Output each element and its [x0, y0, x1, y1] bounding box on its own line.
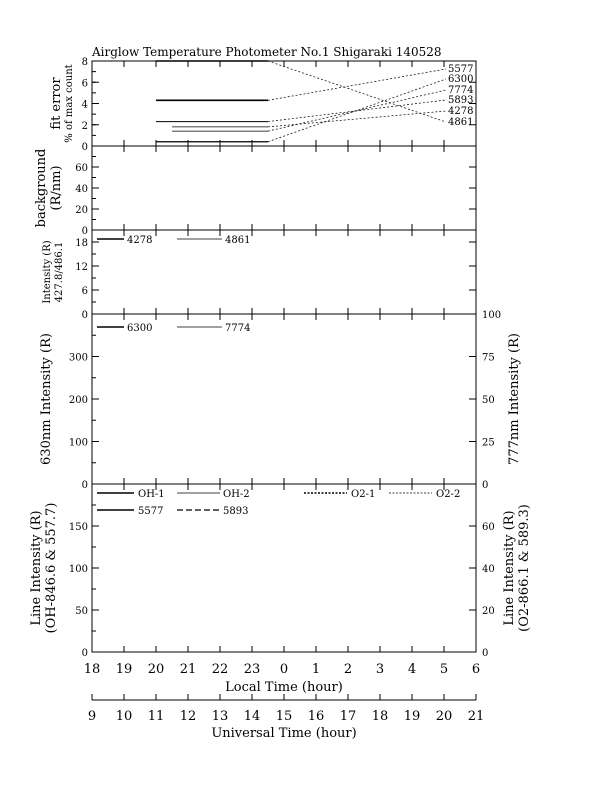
panel-line-intensity-legend-1: OH-2 — [223, 489, 250, 500]
local-time-tick-label: 6 — [471, 662, 481, 677]
panel-line-intensity-y-right-tick-label: 0 — [482, 648, 489, 659]
panel-line-intensity-y-label-right-2: (O2-866.1 & 589.3) — [517, 504, 532, 632]
panel-630-777-y-right-tick-label: 25 — [482, 437, 495, 449]
fit-error-label-5577: 5577 — [448, 64, 474, 75]
panel-fit-error-y-tick-label: 8 — [81, 57, 88, 68]
panel-630-777-y-tick-label: 300 — [68, 352, 88, 364]
panel-630-777-y-right-tick-label: 0 — [482, 480, 489, 491]
local-time-tick-label: 2 — [343, 662, 353, 677]
panel-line-intensity-legend-2: O2-1 — [351, 489, 376, 500]
panel-630-777-y-label-right: 777nm Intensity (R) — [507, 333, 522, 465]
panel-line-intensity-y-right-tick-label: 60 — [482, 522, 495, 533]
panel-630-777-y-tick-label: 200 — [68, 395, 88, 406]
panel-line-intensity-y-label: Line Intensity (R) — [29, 510, 44, 626]
panel-intensity-427-486-legend-0: 4278 — [127, 235, 153, 246]
panel-intensity-427-486-y-tick-label: 12 — [75, 262, 88, 273]
panel-fit-error-y-tick-label: 0 — [81, 142, 88, 153]
panel-background-y-tick-label: 20 — [75, 205, 88, 216]
local-time-tick-label: 20 — [147, 662, 165, 677]
panel-line-intensity-legend-5: 5893 — [223, 506, 249, 517]
panel-line-intensity-legend-3: O2-2 — [436, 489, 461, 500]
ut-tick-label: 18 — [371, 709, 389, 724]
panel-line-intensity-y-tick-label: 50 — [75, 606, 88, 617]
ut-tick-label: 9 — [87, 709, 97, 724]
fit-error-leader-4278 — [268, 111, 446, 127]
chart-title: Airglow Temperature Photometer No.1 Shigaraki 140528 — [92, 45, 442, 59]
local-time-tick-label: 22 — [211, 662, 229, 677]
ut-tick-label: 11 — [147, 709, 165, 724]
ut-tick-label: 20 — [435, 709, 453, 724]
fit-error-leader-6300 — [268, 79, 446, 142]
panel-fit-error-y-tick-label: 2 — [81, 120, 88, 132]
panel-background-y-tick-label: 0 — [81, 226, 88, 237]
panel-intensity-427-486-y-label: Intensity (R) — [42, 240, 53, 304]
local-time-tick-label: 21 — [179, 662, 197, 677]
ut-tick-label: 17 — [339, 709, 357, 724]
panel-fit-error-y-tick-label: 4 — [81, 99, 88, 111]
local-time-axis-label: Local Time (hour) — [225, 680, 343, 695]
fit-error-leader-5577 — [268, 69, 446, 100]
fit-error-label-5893: 5893 — [448, 95, 474, 106]
panel-630-777-y-tick-label: 100 — [68, 437, 88, 449]
local-time-tick-label: 1 — [311, 662, 321, 677]
panel-background-frame — [92, 146, 476, 230]
panel-intensity-427-486-y-tick-label: 0 — [81, 310, 88, 321]
local-time-tick-label: 19 — [115, 662, 133, 677]
panel-line-intensity-y-label-2: (OH-846.6 & 557.7) — [44, 502, 59, 634]
fit-error-leader-5893 — [268, 100, 446, 122]
local-time-tick-label: 3 — [375, 662, 385, 677]
local-time-tick-label: 5 — [439, 662, 449, 677]
ut-tick-label: 19 — [403, 709, 421, 724]
panel-background-y-label: background — [34, 148, 49, 228]
panel-line-intensity-y-label-right: Line Intensity (R) — [502, 510, 517, 626]
panel-630-777-legend-1: 7774 — [225, 323, 251, 334]
panel-630-777-y-label: 630nm Intensity (R) — [39, 333, 54, 465]
panel-line-intensity-y-right-tick-label: 20 — [482, 606, 495, 617]
panel-background-y-tick-label: 60 — [75, 163, 88, 174]
fit-error-label-7774: 7774 — [448, 85, 474, 96]
panel-intensity-427-486-y-label-2: 427.8/486.1 — [54, 241, 65, 303]
ut-tick-label: 13 — [211, 709, 229, 724]
panel-background-y-tick-label: 40 — [75, 184, 88, 195]
panel-fit-error-y-label: fit error — [49, 77, 64, 130]
panel-630-777-y-right-tick-label: 50 — [482, 395, 495, 406]
panel-intensity-427-486-legend-1: 4861 — [225, 235, 251, 246]
panel-fit-error-y-label-2: % of max count — [64, 64, 75, 143]
panels — [29, 57, 532, 659]
ut-tick-label: 10 — [115, 709, 133, 724]
ut-tick-label: 16 — [307, 709, 325, 724]
local-time-tick-label: 18 — [83, 662, 101, 677]
ut-tick-label: 15 — [275, 709, 293, 724]
ut-axis-label: Universal Time (hour) — [211, 726, 357, 741]
panel-background — [34, 146, 476, 237]
panel-intensity-427-486-y-tick-label: 18 — [75, 238, 88, 249]
x-axes — [84, 662, 485, 741]
panel-630-777-y-right-tick-label: 75 — [482, 352, 495, 364]
panel-intensity-427-486 — [42, 230, 476, 321]
panel-630-777-frame — [92, 314, 476, 484]
panel-line-intensity-y-tick-label: 100 — [68, 564, 88, 575]
ut-tick-label: 14 — [243, 709, 261, 724]
panel-line-intensity-legend-4: 5577 — [138, 506, 164, 517]
panel-fit-error-y-tick-label: 6 — [81, 78, 88, 90]
panel-line-intensity-y-tick-label: 150 — [68, 522, 88, 533]
panel-630-777-y-right-tick-label: 100 — [482, 310, 502, 321]
panel-630-777 — [39, 310, 522, 491]
fit-error-label-4278: 4278 — [448, 106, 474, 117]
panel-630-777-y-tick-label: 0 — [81, 480, 88, 491]
fit-error-leader-4861 — [268, 61, 446, 122]
ut-tick-label: 21 — [467, 709, 485, 724]
panel-intensity-427-486-y-tick-label: 6 — [81, 286, 88, 297]
panel-fit-error — [49, 57, 476, 153]
fit-error-label-4861: 4861 — [448, 117, 474, 128]
fit-error-label-6300: 6300 — [448, 74, 474, 85]
ut-tick-label: 12 — [179, 709, 197, 724]
panel-background-y-label-2: (R/nm) — [49, 165, 64, 211]
local-time-tick-label: 0 — [279, 662, 289, 677]
panel-line-intensity — [29, 484, 532, 659]
local-time-tick-label: 4 — [407, 662, 417, 677]
panel-630-777-legend-0: 6300 — [127, 323, 153, 334]
panel-line-intensity-legend-0: OH-1 — [138, 489, 165, 500]
panel-line-intensity-y-tick-label: 0 — [81, 648, 88, 659]
local-time-tick-label: 23 — [243, 662, 261, 677]
panel-line-intensity-y-right-tick-label: 40 — [482, 564, 495, 575]
